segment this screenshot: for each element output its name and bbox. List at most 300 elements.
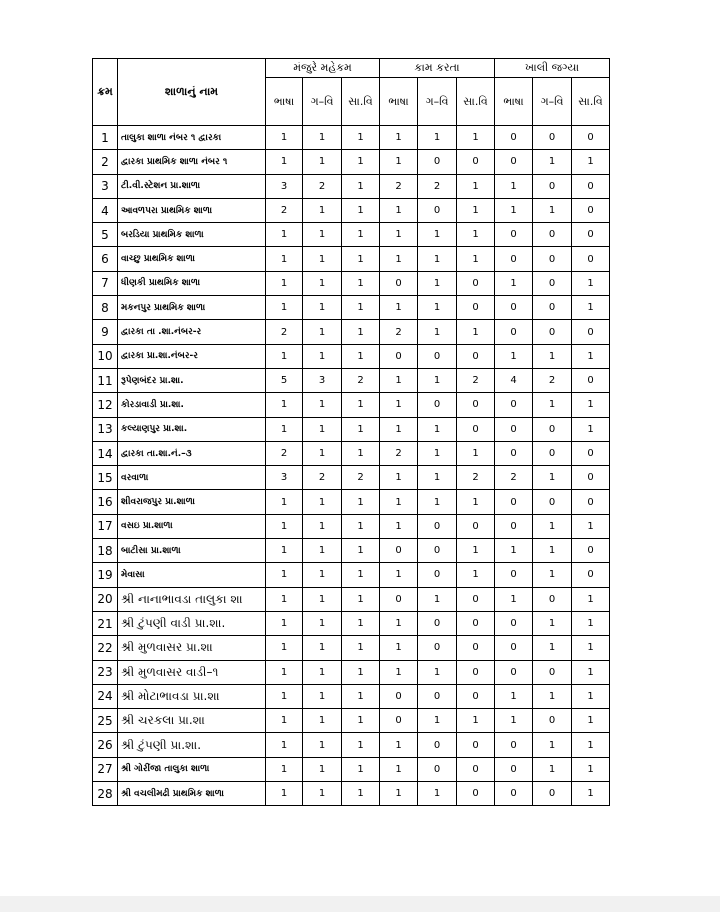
value-cell: 0 — [457, 660, 495, 684]
value-cell: 0 — [533, 587, 572, 611]
value-cell: 1 — [303, 709, 342, 733]
group-header-sanctioned: મંજુરે મહેકમ — [266, 59, 380, 78]
value-cell: 1 — [266, 490, 303, 514]
value-cell: 0 — [572, 174, 610, 198]
value-cell: 2 — [457, 368, 495, 392]
value-cell: 1 — [303, 296, 342, 320]
serial-cell: 21 — [93, 611, 118, 635]
value-cell: 1 — [266, 344, 303, 368]
value-cell: 0 — [495, 490, 533, 514]
value-cell: 1 — [266, 757, 303, 781]
value-cell: 1 — [303, 539, 342, 563]
school-name-cell: કલ્યાણપુર પ્રા.શા. — [118, 417, 266, 441]
table-row — [93, 660, 610, 684]
subcol-header: સા.વિ — [342, 78, 380, 126]
value-cell: 1 — [418, 296, 457, 320]
value-cell: 1 — [303, 393, 342, 417]
value-cell: 2 — [303, 174, 342, 198]
table-row — [93, 320, 610, 344]
value-cell: 0 — [533, 174, 572, 198]
value-cell: 0 — [495, 563, 533, 587]
value-cell: 0 — [533, 490, 572, 514]
school-name-header: શાળાનું નામ — [118, 59, 266, 126]
value-cell: 0 — [495, 611, 533, 635]
value-cell: 1 — [266, 782, 303, 806]
value-cell: 1 — [342, 417, 380, 441]
value-cell: 0 — [418, 344, 457, 368]
value-cell: 3 — [266, 174, 303, 198]
value-cell: 1 — [418, 587, 457, 611]
value-cell: 1 — [342, 539, 380, 563]
table-row — [93, 344, 610, 368]
subcol-header: ભાષા — [266, 78, 303, 126]
value-cell: 0 — [495, 417, 533, 441]
value-cell: 1 — [342, 563, 380, 587]
value-cell: 1 — [380, 733, 418, 757]
value-cell: 1 — [342, 174, 380, 198]
value-cell: 0 — [380, 344, 418, 368]
table-row — [93, 587, 610, 611]
value-cell: 1 — [303, 684, 342, 708]
table-body — [93, 126, 610, 806]
value-cell: 1 — [266, 684, 303, 708]
value-cell: 1 — [342, 490, 380, 514]
group-header-vacant: ખાલી જગ્યા — [495, 59, 610, 78]
serial-cell: 10 — [93, 344, 118, 368]
value-cell: 0 — [495, 247, 533, 271]
value-cell: 1 — [533, 611, 572, 635]
value-cell: 0 — [380, 271, 418, 295]
value-cell: 2 — [266, 441, 303, 465]
value-cell: 1 — [572, 757, 610, 781]
table-row — [93, 684, 610, 708]
value-cell: 0 — [495, 296, 533, 320]
value-cell: 1 — [342, 223, 380, 247]
table-row — [93, 174, 610, 198]
value-cell: 0 — [380, 539, 418, 563]
value-cell: 0 — [418, 393, 457, 417]
value-cell: 0 — [457, 150, 495, 174]
value-cell: 1 — [418, 223, 457, 247]
school-name-cell: વાચ્છુ પ્રાથમિક શાળા — [118, 247, 266, 271]
serial-cell: 4 — [93, 198, 118, 222]
value-cell: 0 — [457, 514, 495, 538]
value-cell: 2 — [380, 320, 418, 344]
value-cell: 0 — [572, 563, 610, 587]
value-cell: 3 — [303, 368, 342, 392]
value-cell: 1 — [418, 466, 457, 490]
school-name-cell: શ્રી ટુંપણી વાડી પ્રા.શા. — [118, 611, 266, 635]
value-cell: 1 — [572, 733, 610, 757]
value-cell: 1 — [418, 320, 457, 344]
value-cell: 0 — [380, 587, 418, 611]
vacancy-table — [92, 58, 610, 806]
value-cell: 0 — [533, 271, 572, 295]
serial-cell: 9 — [93, 320, 118, 344]
value-cell: 1 — [572, 344, 610, 368]
value-cell: 1 — [303, 223, 342, 247]
value-cell: 1 — [572, 393, 610, 417]
table-row — [93, 126, 610, 150]
school-name-cell: બરડિયા પ્રાથમિક શાળા — [118, 223, 266, 247]
value-cell: 1 — [266, 417, 303, 441]
value-cell: 1 — [457, 709, 495, 733]
value-cell: 0 — [572, 466, 610, 490]
value-cell: 1 — [572, 514, 610, 538]
value-cell: 0 — [572, 441, 610, 465]
value-cell: 1 — [342, 271, 380, 295]
subcol-header: ભાષા — [495, 78, 533, 126]
value-cell: 1 — [266, 126, 303, 150]
value-cell: 0 — [418, 636, 457, 660]
value-cell: 1 — [380, 782, 418, 806]
value-cell: 1 — [457, 539, 495, 563]
value-cell: 1 — [495, 709, 533, 733]
value-cell: 0 — [457, 733, 495, 757]
value-cell: 0 — [572, 490, 610, 514]
value-cell: 0 — [495, 733, 533, 757]
value-cell: 1 — [266, 271, 303, 295]
serial-cell: 27 — [93, 757, 118, 781]
value-cell: 0 — [533, 782, 572, 806]
value-cell: 1 — [342, 441, 380, 465]
value-cell: 1 — [418, 490, 457, 514]
school-name-cell: કોરડાવાડી પ્રા.શા. — [118, 393, 266, 417]
school-name-cell: વસઇ પ્રા.શાળા — [118, 514, 266, 538]
value-cell: 2 — [533, 368, 572, 392]
value-cell: 1 — [380, 247, 418, 271]
table-row — [93, 198, 610, 222]
value-cell: 1 — [342, 514, 380, 538]
value-cell: 0 — [457, 271, 495, 295]
value-cell: 1 — [418, 247, 457, 271]
value-cell: 1 — [303, 636, 342, 660]
value-cell: 1 — [266, 393, 303, 417]
value-cell: 1 — [342, 684, 380, 708]
value-cell: 0 — [457, 782, 495, 806]
value-cell: 2 — [495, 466, 533, 490]
value-cell: 0 — [572, 320, 610, 344]
value-cell: 0 — [380, 709, 418, 733]
serial-cell: 18 — [93, 539, 118, 563]
school-name-cell: ધીણકી પ્રાથમિક શાળા — [118, 271, 266, 295]
value-cell: 1 — [380, 611, 418, 635]
value-cell: 1 — [533, 733, 572, 757]
value-cell: 0 — [457, 636, 495, 660]
value-cell: 1 — [457, 223, 495, 247]
value-cell: 1 — [380, 563, 418, 587]
value-cell: 2 — [342, 368, 380, 392]
value-cell: 1 — [266, 150, 303, 174]
value-cell: 0 — [495, 150, 533, 174]
table-row — [93, 514, 610, 538]
value-cell: 2 — [342, 466, 380, 490]
value-cell: 1 — [418, 709, 457, 733]
value-cell: 1 — [572, 636, 610, 660]
value-cell: 1 — [495, 587, 533, 611]
value-cell: 0 — [533, 709, 572, 733]
group-header-working: કામ કરતા — [380, 59, 495, 78]
value-cell: 1 — [457, 198, 495, 222]
value-cell: 0 — [495, 636, 533, 660]
serial-cell: 12 — [93, 393, 118, 417]
value-cell: 0 — [418, 611, 457, 635]
value-cell: 2 — [418, 174, 457, 198]
value-cell: 0 — [495, 126, 533, 150]
serial-cell: 14 — [93, 441, 118, 465]
value-cell: 1 — [418, 660, 457, 684]
value-cell: 0 — [533, 126, 572, 150]
school-name-cell: મેવાસા — [118, 563, 266, 587]
value-cell: 1 — [303, 587, 342, 611]
value-cell: 4 — [495, 368, 533, 392]
table-row — [93, 417, 610, 441]
value-cell: 0 — [495, 660, 533, 684]
value-cell: 1 — [418, 368, 457, 392]
value-cell: 0 — [418, 514, 457, 538]
value-cell: 1 — [303, 782, 342, 806]
school-name-cell: દ્વારકા પ્રા.શા.નંબર-ર — [118, 344, 266, 368]
value-cell: 0 — [457, 684, 495, 708]
value-cell: 1 — [418, 271, 457, 295]
value-cell: 1 — [380, 490, 418, 514]
serial-cell: 24 — [93, 684, 118, 708]
value-cell: 1 — [266, 587, 303, 611]
table-row — [93, 296, 610, 320]
serial-cell: 26 — [93, 733, 118, 757]
value-cell: 1 — [457, 441, 495, 465]
value-cell: 0 — [495, 441, 533, 465]
value-cell: 1 — [342, 757, 380, 781]
value-cell: 1 — [495, 271, 533, 295]
value-cell: 1 — [572, 417, 610, 441]
value-cell: 1 — [342, 611, 380, 635]
value-cell: 1 — [342, 587, 380, 611]
value-cell: 1 — [342, 709, 380, 733]
value-cell: 0 — [457, 611, 495, 635]
value-cell: 1 — [533, 198, 572, 222]
table-row — [93, 733, 610, 757]
value-cell: 0 — [533, 417, 572, 441]
table-row — [93, 223, 610, 247]
subcol-header: સા.વિ — [457, 78, 495, 126]
value-cell: 1 — [266, 296, 303, 320]
value-cell: 1 — [495, 174, 533, 198]
value-cell: 1 — [342, 247, 380, 271]
table-row — [93, 563, 610, 587]
value-cell: 1 — [342, 782, 380, 806]
value-cell: 1 — [303, 441, 342, 465]
value-cell: 1 — [303, 247, 342, 271]
value-cell: 1 — [495, 539, 533, 563]
subcol-header: ગ–વિ — [533, 78, 572, 126]
value-cell: 1 — [303, 660, 342, 684]
value-cell: 1 — [303, 417, 342, 441]
value-cell: 0 — [495, 757, 533, 781]
table-row — [93, 709, 610, 733]
value-cell: 1 — [380, 223, 418, 247]
value-cell: 0 — [572, 223, 610, 247]
table-row — [93, 271, 610, 295]
value-cell: 1 — [572, 611, 610, 635]
value-cell: 1 — [418, 441, 457, 465]
value-cell: 1 — [342, 344, 380, 368]
value-cell: 1 — [572, 150, 610, 174]
value-cell: 0 — [572, 126, 610, 150]
value-cell: 1 — [572, 660, 610, 684]
value-cell: 1 — [495, 684, 533, 708]
value-cell: 1 — [533, 466, 572, 490]
school-name-cell: આવળપરા પ્રાથમિક શાળા — [118, 198, 266, 222]
value-cell: 1 — [266, 223, 303, 247]
value-cell: 1 — [380, 150, 418, 174]
value-cell: 1 — [533, 393, 572, 417]
value-cell: 1 — [533, 684, 572, 708]
value-cell: 0 — [457, 296, 495, 320]
value-cell: 1 — [457, 126, 495, 150]
school-name-cell: તાલુકા શાળા નંબર ૧ દ્વારકા — [118, 126, 266, 150]
value-cell: 1 — [380, 296, 418, 320]
value-cell: 0 — [418, 539, 457, 563]
school-name-cell: દ્વારકા તા.શા.નં.–૩ — [118, 441, 266, 465]
value-cell: 1 — [457, 563, 495, 587]
table-row — [93, 611, 610, 635]
value-cell: 1 — [342, 296, 380, 320]
value-cell: 0 — [533, 441, 572, 465]
serial-cell: 3 — [93, 174, 118, 198]
value-cell: 1 — [533, 539, 572, 563]
value-cell: 1 — [572, 296, 610, 320]
value-cell: 1 — [266, 636, 303, 660]
value-cell: 1 — [303, 757, 342, 781]
value-cell: 1 — [572, 782, 610, 806]
serial-header: ક્રમ — [93, 59, 118, 126]
value-cell: 5 — [266, 368, 303, 392]
value-cell: 0 — [418, 733, 457, 757]
value-cell: 1 — [266, 709, 303, 733]
value-cell: 1 — [572, 709, 610, 733]
value-cell: 1 — [303, 198, 342, 222]
value-cell: 1 — [303, 344, 342, 368]
school-name-cell: બાટીસા પ્રા.શાળા — [118, 539, 266, 563]
value-cell: 0 — [572, 198, 610, 222]
value-cell: 1 — [342, 660, 380, 684]
value-cell: 0 — [572, 247, 610, 271]
subcol-header: ભાષા — [380, 78, 418, 126]
value-cell: 1 — [342, 393, 380, 417]
serial-cell: 19 — [93, 563, 118, 587]
table-row — [93, 490, 610, 514]
value-cell: 1 — [380, 368, 418, 392]
value-cell: 0 — [495, 223, 533, 247]
table-row — [93, 466, 610, 490]
serial-cell: 5 — [93, 223, 118, 247]
value-cell: 1 — [457, 247, 495, 271]
value-cell: 1 — [572, 684, 610, 708]
value-cell: 1 — [266, 733, 303, 757]
table-row — [93, 782, 610, 806]
value-cell: 0 — [457, 344, 495, 368]
table-row — [93, 393, 610, 417]
serial-cell: 11 — [93, 368, 118, 392]
value-cell: 0 — [533, 320, 572, 344]
value-cell: 0 — [572, 368, 610, 392]
value-cell: 1 — [303, 733, 342, 757]
table-row — [93, 636, 610, 660]
serial-cell: 23 — [93, 660, 118, 684]
school-name-cell: શ્રી નાનાભાવડા તાલુકા શા — [118, 587, 266, 611]
serial-cell: 8 — [93, 296, 118, 320]
value-cell: 1 — [342, 320, 380, 344]
serial-cell: 25 — [93, 709, 118, 733]
serial-cell: 16 — [93, 490, 118, 514]
value-cell: 1 — [495, 198, 533, 222]
value-cell: 1 — [457, 320, 495, 344]
table-row — [93, 150, 610, 174]
value-cell: 1 — [380, 466, 418, 490]
value-cell: 1 — [380, 126, 418, 150]
value-cell: 0 — [533, 660, 572, 684]
value-cell: 1 — [380, 514, 418, 538]
value-cell: 1 — [303, 514, 342, 538]
serial-cell: 22 — [93, 636, 118, 660]
subcol-header: ગ–વિ — [418, 78, 457, 126]
value-cell: 0 — [495, 514, 533, 538]
table-row — [93, 441, 610, 465]
value-cell: 0 — [533, 247, 572, 271]
value-cell: 1 — [457, 490, 495, 514]
bottom-bar — [0, 896, 720, 912]
value-cell: 0 — [495, 782, 533, 806]
value-cell: 1 — [380, 393, 418, 417]
value-cell: 1 — [380, 757, 418, 781]
serial-cell: 6 — [93, 247, 118, 271]
value-cell: 1 — [303, 320, 342, 344]
value-cell: 0 — [380, 684, 418, 708]
value-cell: 1 — [572, 271, 610, 295]
value-cell: 1 — [380, 660, 418, 684]
value-cell: 0 — [495, 393, 533, 417]
value-cell: 2 — [380, 174, 418, 198]
value-cell: 1 — [495, 344, 533, 368]
value-cell: 1 — [418, 126, 457, 150]
school-name-cell: શીવરાજપુર પ્રા.શાળા — [118, 490, 266, 514]
value-cell: 1 — [266, 660, 303, 684]
value-cell: 0 — [457, 417, 495, 441]
value-cell: 0 — [418, 563, 457, 587]
table-row — [93, 757, 610, 781]
school-name-cell: મકનપુર પ્રાથમિક શાળા — [118, 296, 266, 320]
value-cell: 0 — [533, 223, 572, 247]
value-cell: 1 — [533, 150, 572, 174]
table-row — [93, 539, 610, 563]
value-cell: 1 — [303, 490, 342, 514]
value-cell: 1 — [303, 611, 342, 635]
serial-cell: 17 — [93, 514, 118, 538]
value-cell: 0 — [495, 320, 533, 344]
subcol-header: સા.વિ — [572, 78, 610, 126]
value-cell: 1 — [533, 344, 572, 368]
value-cell: 2 — [266, 320, 303, 344]
value-cell: 1 — [342, 126, 380, 150]
value-cell: 1 — [418, 417, 457, 441]
school-name-cell: રૂપેણબંદર પ્રા.શા. — [118, 368, 266, 392]
value-cell: 3 — [266, 466, 303, 490]
value-cell: 1 — [533, 757, 572, 781]
value-cell: 1 — [266, 563, 303, 587]
serial-cell: 7 — [93, 271, 118, 295]
value-cell: 1 — [380, 198, 418, 222]
